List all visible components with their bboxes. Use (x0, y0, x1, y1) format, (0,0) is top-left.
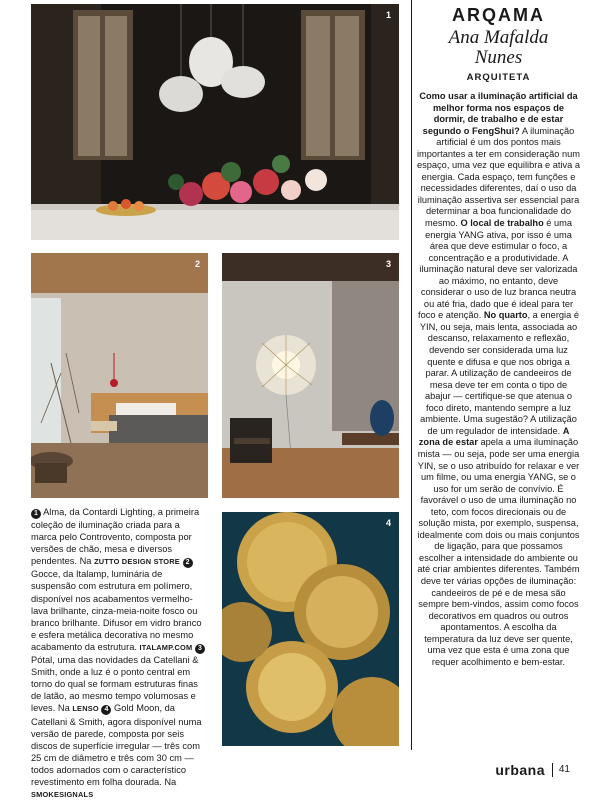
magazine-name: urbana (495, 762, 545, 778)
photo-wall-light (222, 253, 399, 498)
interview-answer-3: , a energia é YIN, ou seja, mais lenta, associada ao descanso, relaxamento e reflexão, devendo ser considerada uma luz quente e difusa e que nos obriga a parar. A utilização de candeeiros de mesa deve ter em conta o tipo de abajur — certifique-se que atenua o foco direto, mantendo sempre a luz ambiente. Uma sugestão? A utilização de um regulador de intensidade. (419, 310, 579, 436)
keyword-bedroom: No quarto (483, 310, 528, 321)
photo-caption (31, 506, 208, 801)
photo-bedroom (31, 253, 208, 498)
interview-column (417, 4, 580, 668)
interview-answer-4: apela a uma iluminação mista — ou seja, pode ser uma energia YIN, se o uso atribuído for relaxar e ver um filme, ou uma energia YANG, se o uso for um serão de convívio. É favorável o uso de uma iluminação no teto, com focos direcionais ou de solução mista, por exemplo, suspensa, idealmente com dois ou mais conjuntos de ligação, para que possamos escolher a intensidade do ambiente ou até criar ambientes diferentes. Também deve ter várias opções de iluminação: candeeiros de pé e de mesa são sempre bem-vindos, assim como focos decorativos em quadros ou outros apontamentos. A escolha da temperatura da luz deve ser quente, uma vez que esta é uma zona que requer acolhimento e bem-estar. (417, 437, 580, 667)
caption-number-1: 1 (31, 509, 41, 519)
author-name (417, 28, 580, 68)
caption-text-2: Gocce, da Italamp, luminária de suspensão com estrutura em polímero, disponível nos acabamentos vermelho-lava brilhante, cinza-meia-noite fosco ou branco brilhante. Difusor em vidro branco e esfera metálica decorativa no mesmo acabamento da estrutura. (31, 569, 202, 652)
photo-number: 2 (194, 259, 200, 269)
caption-number-2: 2 (183, 558, 193, 568)
caption-text-3: Pótal, uma das novidades da Catellani & Smith, onde a luz é o ponto central em torno do qual se formam estruturas finas de latão, ao mesmo tempo volumosas e leves. Na (31, 655, 199, 714)
keyword-living: A zona de estar (418, 425, 570, 448)
photo-gold-moon (222, 512, 399, 746)
caption-store-3: LENSO (72, 704, 99, 714)
caption-text-4: Gold Moon, da Catellani & Smith, agora disponível numa versão de parede, composta por seis discos de superfície irregular — três com 25 cm de diâmetro e três com 30 cm — todos adornados com o característico revestimento em folha dourada. Na (31, 703, 202, 787)
interview-text (417, 91, 580, 668)
caption-text-1: Alma, da Contardi Lighting, a primeira coleção de iluminação criada para a marca pelo Controvento, composta por versões de chão, mesa e diversos pendentes. Na (31, 507, 200, 567)
author-name-line1: Ana Mafalda (448, 27, 549, 48)
interview-question: Como usar a iluminação artificial da melhor forma nos espaços de dormir, de trabalho e de estar segundo o FengShui? (419, 91, 578, 136)
author-name-line2: Nunes (474, 47, 523, 68)
interview-answer-2: é uma energia YANG ativa, por isso é uma área que deve estimular o foco, a concentração e a produtividade. A iluminação natural deve ser valorizada ao máximo, no entanto, deve considerar o uso de luz branca neutra ou até fria, dado que é ideal para ter foco e atenção. (418, 218, 578, 321)
caption-number-3: 3 (195, 644, 205, 654)
photo-dining-pendants (31, 4, 399, 240)
photo-number: 4 (385, 518, 391, 528)
photo-bedroom-image (31, 253, 208, 498)
photo-number: 3 (385, 259, 391, 269)
caption-store-1: ZUTTO DESIGN STORE (94, 557, 180, 567)
interview-answer-1: A iluminação artificial é um dos pontos mais importantes a ter em consideração num espaço, uma vez que equilibra e ativa a energia. Cada espaço, tem funções e necessidades diferentes, daí o uso da iluminação assertiva ser essencial para determinar a boa funcionalidade do mesmo. (417, 125, 581, 229)
caption-number-4: 4 (101, 705, 111, 715)
brand-title: ARQAMA (452, 5, 545, 25)
photo-wall-light-image (222, 253, 399, 498)
photo-gold-moon-image (222, 512, 399, 746)
caption-store-2: ITALAMP.COM (139, 642, 193, 652)
keyword-work: O local de trabalho (460, 218, 544, 229)
caption-store-4: SMOKESIGNALS (31, 790, 94, 800)
photo-dining-pendants-image (31, 4, 399, 240)
column-divider (411, 0, 412, 750)
page-footer (425, 752, 595, 782)
footer-separator (552, 763, 553, 777)
page-number: 41 (558, 764, 570, 775)
photo-number: 1 (385, 10, 391, 20)
author-role: ARQUITETA (466, 72, 531, 83)
